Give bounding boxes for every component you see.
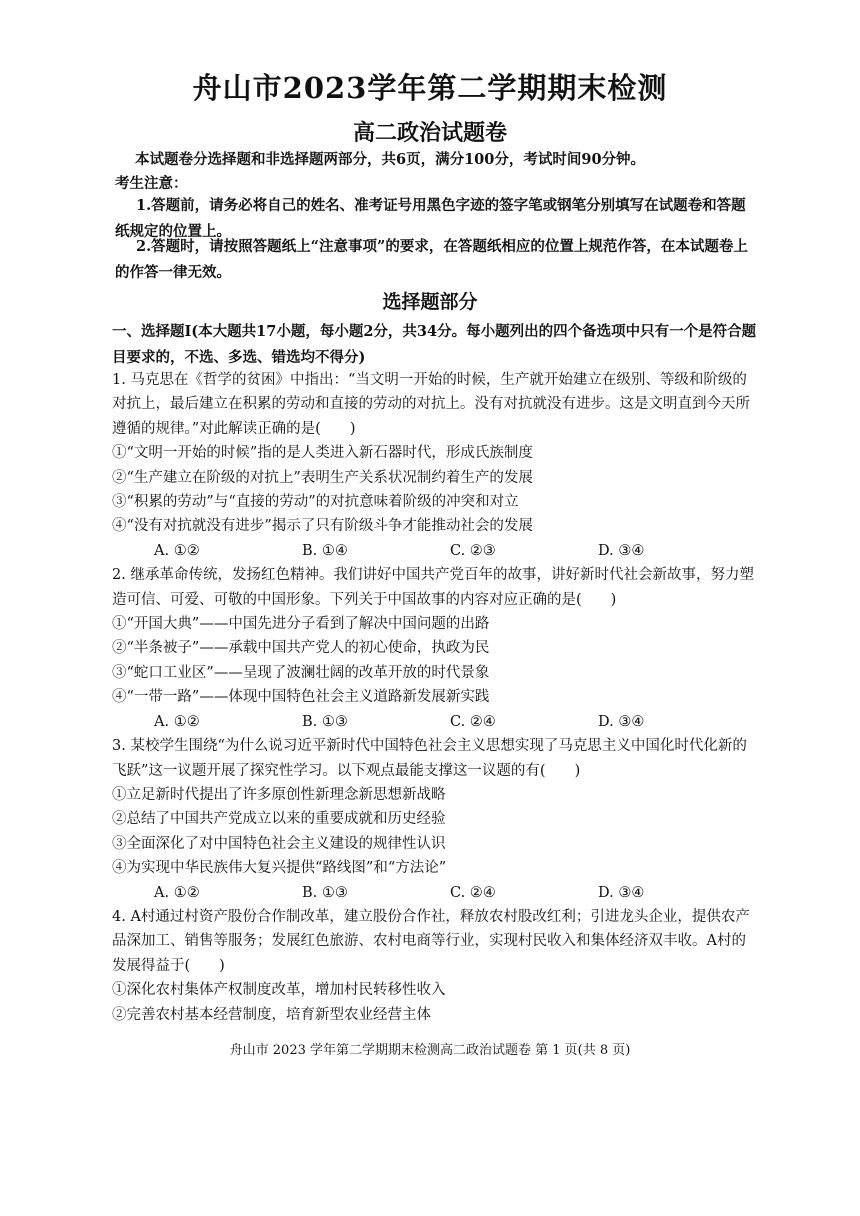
notes-heading: 考生注意： bbox=[115, 175, 188, 192]
question-stem: 1. 马克思在《哲学的贫困》中指出：“当文明一开始的时候，生产就开始建立在级别、等级和阶级的对抗上，最后建立在积累的劳动和直接的劳动的对抗上。没有对抗就没有进步。这是文明直到今天所遵循的规律。”对此解读正确的是( ) bbox=[112, 372, 750, 437]
choice-a: A. ①② bbox=[154, 884, 200, 901]
question-statement: ①立足新时代提出了许多原创性新理念新思想新战略 bbox=[112, 786, 446, 803]
exam-subtitle: 高二政治试题卷 bbox=[352, 120, 507, 146]
choice-c: C. ②④ bbox=[450, 713, 496, 730]
question-statement: ①深化农村集体产权制度改革，增加村民转移性收入 bbox=[112, 982, 446, 999]
note-1: 1.答题前，请务必将自己的姓名、准考证号用黑色字迹的签字笔或钢笔分别填写在试题卷和答题纸规定的位置上。 bbox=[115, 197, 746, 240]
part-heading: 一、选择题Ⅰ(本大题共17小题，每小题2分，共34分。每小题列出的四个备选项中只有一个是符合题目要求的，不选、多选、错选均不得分) bbox=[112, 323, 757, 366]
question-stem: 3. 某校学生围绕“为什么说习近平新时代中国特色社会主义思想实现了马克思主义中国化时代化新的飞跃”这一议题开展了探究性学习。以下观点最能支撑这一议题的有( ) bbox=[112, 738, 747, 779]
choice-d: D. ③④ bbox=[598, 884, 645, 901]
answer-choices bbox=[112, 881, 758, 905]
question-3 bbox=[112, 734, 758, 905]
answer-choices bbox=[112, 710, 758, 734]
choice-d: D. ③④ bbox=[598, 542, 645, 559]
choice-c: C. ②④ bbox=[450, 884, 496, 901]
question-statement: ②总结了中国共产党成立以来的重要成就和历史经验 bbox=[112, 811, 446, 828]
choice-a: A. ①② bbox=[154, 713, 200, 730]
question-statement: ①“文明一开始的时候”指的是人类进入新石器时代，形成氏族制度 bbox=[112, 445, 533, 462]
question-statement: ②“生产建立在阶级的对抗上”表明生产关系状况制约着生产的发展 bbox=[112, 469, 533, 486]
choice-c: C. ②③ bbox=[450, 542, 496, 559]
question-statement: ④为实现中华民族伟大复兴提供“路线图”和“方法论” bbox=[112, 860, 447, 877]
choice-b: B. ①③ bbox=[302, 884, 348, 901]
choice-d: D. ③④ bbox=[598, 713, 645, 730]
question-statement: ①“开国大典”——中国先进分子看到了解决中国问题的出路 bbox=[112, 616, 490, 633]
questions-list bbox=[112, 368, 758, 1027]
question-stem: 2. 继承革命传统，发扬红色精神。我们讲好中国共产党百年的故事，讲好新时代社会新故事，努力塑造可信、可爱、可敬的中国形象。下列关于中国故事的内容对应正确的是( ) bbox=[112, 567, 754, 608]
section-title: 选择题部分 bbox=[382, 291, 478, 313]
question-statement: ④“没有对抗就没有进步”揭示了只有阶级斗争才能推动社会的发展 bbox=[112, 518, 533, 535]
note-2: 2.答题时，请按照答题纸上“注意事项”的要求，在答题纸相应的位置上规范作答，在本试题卷上的作答一律无效。 bbox=[115, 238, 748, 281]
answer-choices bbox=[112, 539, 758, 563]
question-statement: ③“蛇口工业区”——呈现了波澜壮阔的改革开放的时代景象 bbox=[112, 664, 490, 681]
question-stem: 4. A村通过村资产股份合作制改革，建立股份合作社，释放农村股改红利；引进龙头企业，提供农产品深加工、销售等服务；发展红色旅游、农村电商等行业，实现村民收入和集体经济双丰收。A村的发展得益于( ) bbox=[112, 908, 750, 974]
exam-intro: 本试题卷分选择题和非选择题两部分，共6页，满分100分，考试时间90分钟。 bbox=[135, 151, 646, 168]
question-statement: ④“一带一路”——体现中国特色社会主义道路新发展新实践 bbox=[112, 689, 490, 706]
question-statement: ③全面深化了对中国特色社会主义建设的规律性认识 bbox=[112, 835, 446, 852]
question-2 bbox=[112, 563, 758, 734]
question-statement: ②“半条被子”——承载中国共产党人的初心使命，执政为民 bbox=[112, 640, 490, 657]
question-4 bbox=[112, 905, 758, 1027]
question-statement: ③“积累的劳动”与“直接的劳动”的对抗意味着阶级的冲突和对立 bbox=[112, 494, 519, 511]
choice-a: A. ①② bbox=[154, 542, 200, 559]
question-statement: ②完善农村基本经营制度，培育新型农业经营主体 bbox=[112, 1006, 431, 1023]
choice-b: B. ①③ bbox=[302, 713, 348, 730]
exam-title: 舟山市2023学年第二学期期末检测 bbox=[192, 71, 668, 105]
choice-b: B. ①④ bbox=[302, 542, 348, 559]
page-footer: 舟山市 2023 学年第二学期期末检测高二政治试题卷 第 1 页(共 8 页) bbox=[229, 1043, 631, 1058]
question-1 bbox=[112, 368, 758, 563]
